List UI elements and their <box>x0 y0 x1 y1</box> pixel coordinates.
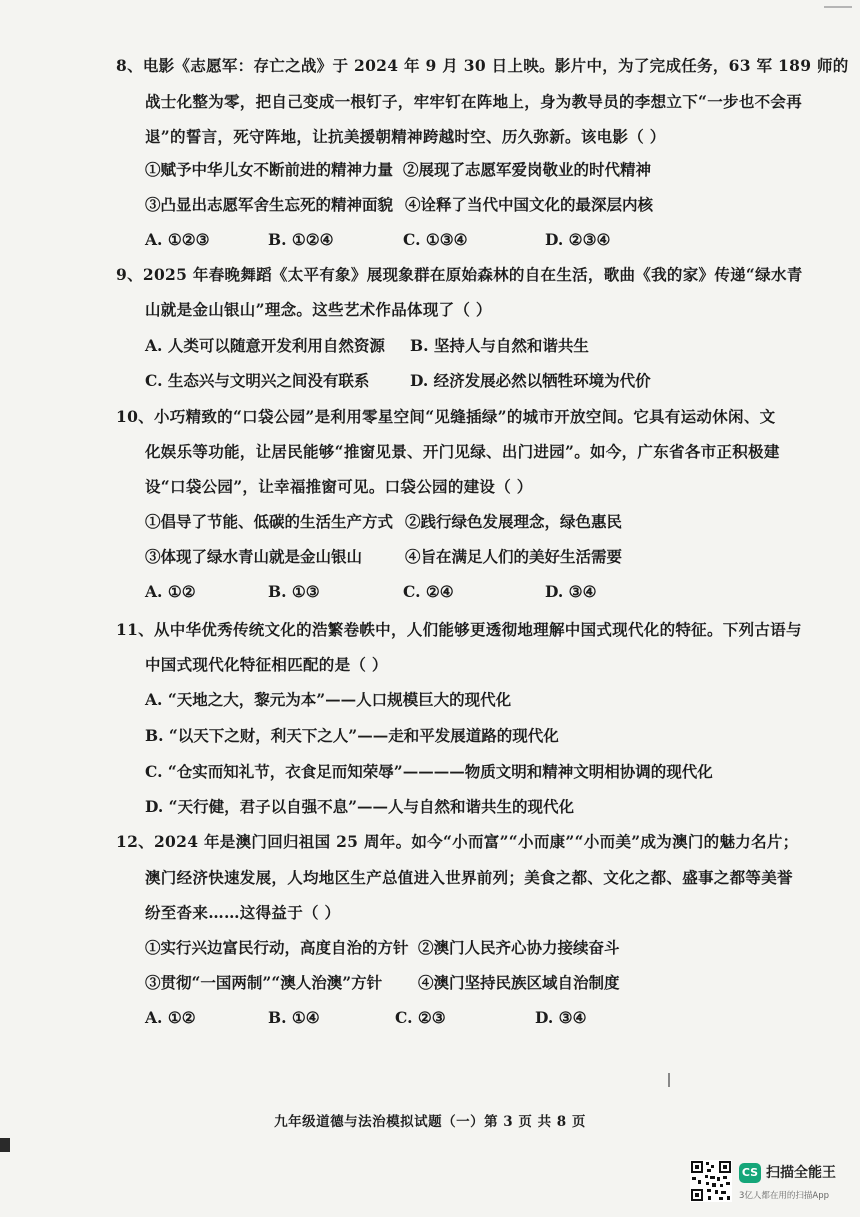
question-12-line: 12、2024 年是澳门回归祖国 25 周年。如今“小而富”“小而康”“小而美”成为澳门的魅力名片； <box>116 832 799 851</box>
choice-c: C. “仓实而知礼节，衣食足而知荣辱”————物质文明和精神文明相协调的现代化 <box>145 762 713 781</box>
scan-edge-artifact <box>0 1138 10 1152</box>
question-11-line: 中国式现代化特征相匹配的是（ ） <box>145 655 388 674</box>
question-8-line: 战士化整为零，把自己变成一根钉子，牢牢钉在阵地上，身为教导员的李想立下“一步也不会再 <box>145 92 803 111</box>
statement: ①赋予中华儿女不断前进的精神力量 <box>145 160 394 179</box>
statement: ①倡导了节能、低碳的生活生产方式 <box>145 512 394 531</box>
statement: ③贯彻“一国两制”“澳人治澳”方针 <box>145 973 383 992</box>
choice-d: D. ②③④ <box>545 230 611 249</box>
choice-a: A. ①②③ <box>145 230 210 249</box>
question-10-line: 10、小巧精致的“口袋公园”是利用零星空间“见缝插绿”的城市开放空间。它具有运动休闲、文 <box>116 407 776 426</box>
statement: ②践行绿色发展理念，绿色惠民 <box>405 512 623 531</box>
question-12-line: 纷至沓来……这得益于（ ） <box>145 903 341 922</box>
statement: ②展现了志愿军爱岗敬业的时代精神 <box>403 160 652 179</box>
choice-b: B. “以天下之财，利天下之人”——走和平发展道路的现代化 <box>145 726 559 745</box>
choice-c: C. ①③④ <box>403 230 468 249</box>
choice-c: C. ②③ <box>395 1008 446 1027</box>
question-9-line: 9、2025 年春晚舞蹈《太平有象》展现象群在原始森林的自在生活，歌曲《我的家》传递“绿水青 <box>116 265 803 284</box>
question-8-line: 退”的誓言，死守阵地，让抗美援朝精神跨越时空、历久弥新。该电影（ ） <box>145 127 666 146</box>
statement: ③体现了绿水青山就是金山银山 <box>145 547 363 566</box>
question-12-line: 澳门经济快速发展，人均地区生产总值进入世界前列；美食之都、文化之都、盛事之都等美誉 <box>145 868 793 887</box>
choice-a: A. “天地之大，黎元为本”——人口规模巨大的现代化 <box>145 690 512 709</box>
choice-a: A. 人类可以随意开发利用自然资源 <box>145 336 385 355</box>
scanner-app-tagline: 3亿人都在用的扫描App <box>739 1191 830 1201</box>
scan-artifact <box>824 6 852 8</box>
statement: ①实行兴边富民行动，高度自治的方针 <box>145 938 409 957</box>
choice-d: D. ③④ <box>545 582 597 601</box>
choice-c: C. 生态兴与文明兴之间没有联系 <box>145 371 370 390</box>
scanner-app-name: 扫描全能王 <box>766 1165 836 1181</box>
question-11-line: 11、从中华优秀传统文化的浩繁卷帙中，人们能够更透彻地理解中国式现代化的特征。下列古语与 <box>116 620 802 639</box>
statement: ④澳门坚持民族区域自治制度 <box>418 973 620 992</box>
choice-d: D. “天行健，君子以自强不息”——人与自然和谐共生的现代化 <box>145 797 575 816</box>
statement: ③凸显出志愿军舍生忘死的精神面貌 <box>145 195 394 214</box>
choice-c: C. ②④ <box>403 582 454 601</box>
choice-a: A. ①② <box>145 582 196 601</box>
statement: ②澳门人民齐心协力接续奋斗 <box>418 938 620 957</box>
choice-d: D. 经济发展必然以牺牲环境为代价 <box>410 371 651 390</box>
statement: ④旨在满足人们的美好生活需要 <box>405 547 623 566</box>
choice-a: A. ①② <box>145 1008 196 1027</box>
choice-b: B. ①②④ <box>268 230 334 249</box>
question-10-line: 化娱乐等功能，让居民能够“推窗见景、开门见绿、出门进园”。如今，广东省各市正积极建 <box>145 442 780 461</box>
question-10-line: 设“口袋公园”，让幸福推窗可见。口袋公园的建设（ ） <box>145 477 533 496</box>
choice-d: D. ③④ <box>535 1008 587 1027</box>
question-8-line: 8、电影《志愿军：存亡之战》于 2024 年 9 月 30 日上映。影片中，为了完成任务，63 军 189 师的 <box>116 56 849 75</box>
page-footer: 九年级道德与法治模拟试题（一）第 3 页 共 8 页 <box>274 1114 586 1130</box>
choice-b: B. ①④ <box>268 1008 320 1027</box>
choice-b: B. 坚持人与自然和谐共生 <box>410 336 589 355</box>
scan-speck <box>668 1073 670 1087</box>
statement: ④诠释了当代中国文化的最深层内核 <box>405 195 654 214</box>
camscanner-logo: CS <box>739 1163 761 1183</box>
qr-code-icon <box>690 1160 732 1202</box>
question-9-line: 山就是金山银山”理念。这些艺术作品体现了（ ） <box>145 300 492 319</box>
choice-b: B. ①③ <box>268 582 320 601</box>
